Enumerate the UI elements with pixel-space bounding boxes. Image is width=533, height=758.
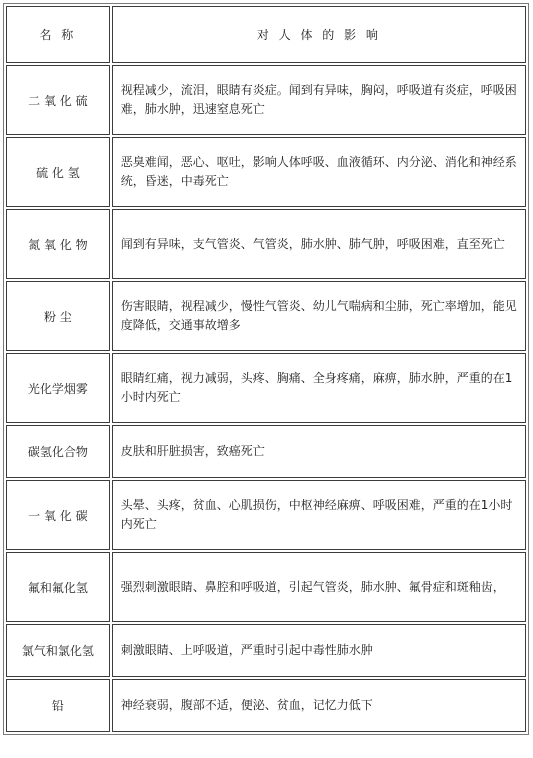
pollutant-name: 硫 化 氢 (6, 137, 110, 207)
header-effect: 对 人 体 的 影 响 (112, 6, 526, 63)
table-row (6, 425, 526, 478)
table-row (6, 209, 526, 279)
pollutant-name: 氮 氧 化 物 (6, 209, 110, 279)
pollutant-effects-table-wrapper (3, 3, 529, 735)
pollutant-effect: 强烈刺激眼睛、鼻腔和呼吸道，引起气管炎，肺水肿、氟骨症和斑釉齿， (112, 552, 526, 622)
table-row (6, 624, 526, 677)
pollutant-effect: 刺激眼睛、上呼吸道，严重时引起中毒性肺水肿 (112, 624, 526, 677)
table-row (6, 65, 526, 135)
pollutant-effect: 皮肤和肝脏损害，致癌死亡 (112, 425, 526, 478)
pollutant-name: 粉 尘 (6, 281, 110, 351)
table-row (6, 281, 526, 351)
table-row (6, 552, 526, 622)
pollutant-effect: 恶臭难闻，恶心、呕吐，影响人体呼吸、血液循环、内分泌、消化和神经系统，昏迷，中毒死亡 (112, 137, 526, 207)
pollutant-effect: 视程减少，流泪，眼睛有炎症。闻到有异味，胸闷，呼吸道有炎症，呼吸困难，肺水肿，迅速窒息死亡 (112, 65, 526, 135)
pollutant-name: 氯气和氯化氢 (6, 624, 110, 677)
pollutant-effect: 眼睛红痛，视力减弱，头疼、胸痛、全身疼痛，麻痹，肺水肿，严重的在1小时内死亡 (112, 353, 526, 423)
table-row (6, 480, 526, 550)
pollutant-effect: 伤害眼睛，视程减少，慢性气管炎、幼儿气喘病和尘肺，死亡率增加，能见度降低，交通事故增多 (112, 281, 526, 351)
pollutant-effect: 神经衰弱，腹部不适，便泌、贫血，记忆力低下 (112, 679, 526, 732)
pollutant-name: 铅 (6, 679, 110, 732)
table-row (6, 679, 526, 732)
pollutant-name: 碳氢化合物 (6, 425, 110, 478)
pollutant-name: 二 氧 化 硫 (6, 65, 110, 135)
pollutant-effect: 头晕、头疼，贫血、心肌损伤，中枢神经麻痹、呼吸困难，严重的在1小时内死亡 (112, 480, 526, 550)
table-header-row (6, 6, 526, 63)
table-row (6, 353, 526, 423)
pollutant-effects-table (3, 3, 529, 735)
header-name: 名 称 (6, 6, 110, 63)
pollutant-effect: 闻到有异味，支气管炎、气管炎，肺水肿、肺气肿，呼吸困难，直至死亡 (112, 209, 526, 279)
pollutant-name: 光化学烟雾 (6, 353, 110, 423)
pollutant-name: 一 氧 化 碳 (6, 480, 110, 550)
table-row (6, 137, 526, 207)
pollutant-name: 氟和氟化氢 (6, 552, 110, 622)
